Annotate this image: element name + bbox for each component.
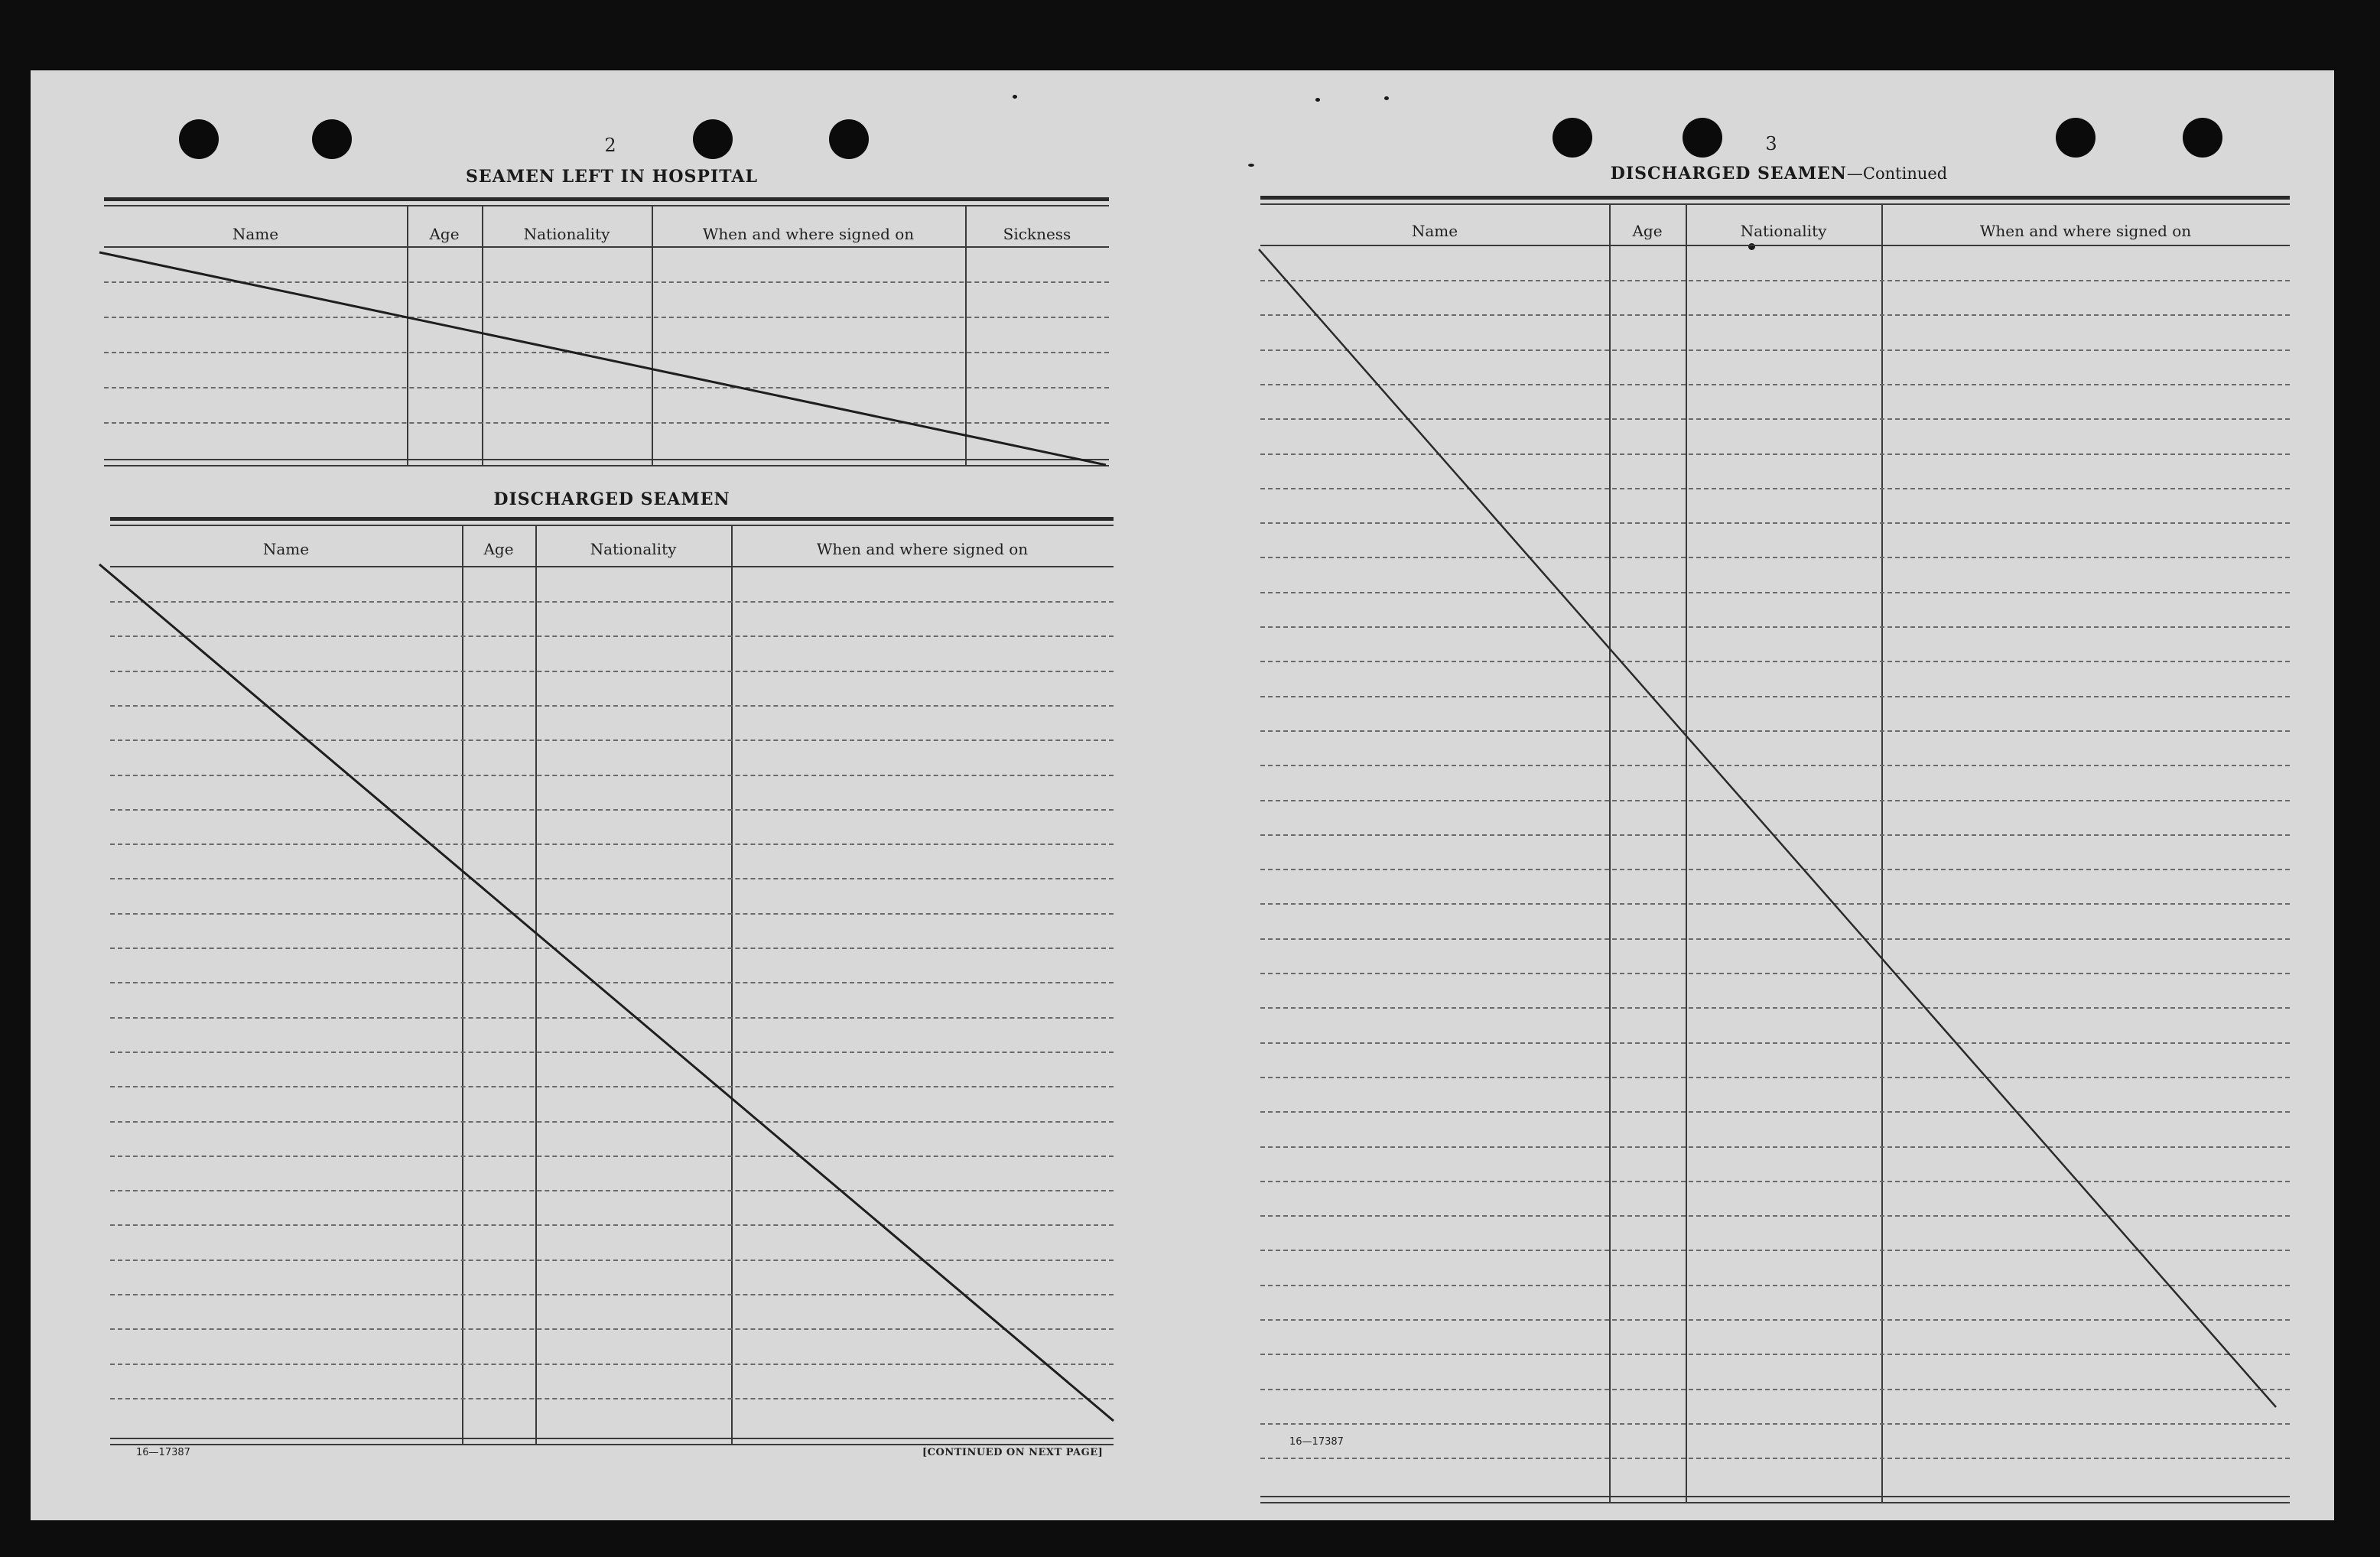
column-header-age: Age (483, 540, 514, 558)
section-title-text: DISCHARGED SEAMEN (1610, 164, 1847, 184)
column-header-age: Age (1632, 222, 1663, 240)
column-header-name: Name (232, 225, 279, 243)
column-header-nationality: Nationality (1740, 222, 1827, 240)
column-header-nationality: Nationality (523, 225, 610, 243)
column-header-signed-on: When and where signed on (816, 540, 1029, 558)
column-header-signed-on: When and where signed on (1979, 222, 2192, 240)
section-title-hospital: SEAMEN LEFT IN HOSPITAL (466, 167, 758, 187)
cancel-line-hospital (99, 252, 1106, 465)
column-header-age: Age (429, 225, 460, 243)
column-header-nationality: Nationality (590, 540, 677, 558)
column-header-sickness: Sickness (1003, 225, 1071, 243)
column-header-signed-on: When and where signed on (702, 225, 915, 243)
form-number-left: 16—17387 (136, 1447, 190, 1458)
cancel-line-discharged-left (99, 564, 1114, 1421)
cancel-line-discharged-right (1259, 249, 2276, 1407)
section-title-discharged: DISCHARGED SEAMEN (493, 489, 730, 509)
continued-note: [CONTINUED ON NEXT PAGE] (922, 1447, 1104, 1458)
document-sheet (31, 70, 2334, 1520)
section-title-suffix: —Continued (1846, 164, 1948, 183)
page-number-right: 3 (1765, 133, 1777, 154)
form-number-right: 16—17387 (1289, 1436, 1344, 1448)
column-header-name: Name (1411, 222, 1458, 240)
cancellation-lines (31, 70, 2334, 1520)
page-number-left: 2 (604, 135, 616, 156)
column-header-name: Name (262, 540, 310, 558)
